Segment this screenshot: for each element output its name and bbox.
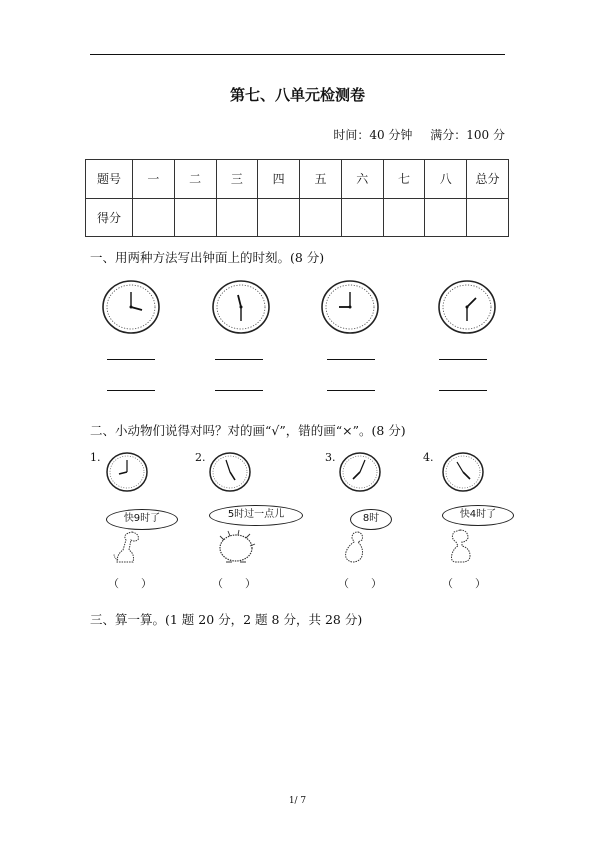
score-cell: 六 [341, 160, 383, 199]
clock-icon [106, 452, 148, 492]
speech-bubble: 5时过一点儿 [209, 505, 303, 526]
answer-parentheses[interactable]: （ ） [108, 577, 152, 590]
answer-blank[interactable] [215, 390, 263, 391]
score-row-label: 得分 [86, 198, 133, 237]
dinosaur-illustration [112, 528, 148, 564]
section2-heading: 二、小动物们说得对吗？对的画“√”，错的画“×”。(8 分) [90, 423, 406, 438]
animal-illustration [340, 530, 374, 564]
section3-heading: 三、算一算。(1 题 20 分，2 题 8 分，共 28 分) [90, 612, 363, 627]
score-input-cell[interactable] [341, 198, 383, 237]
score-input-cell[interactable] [174, 198, 216, 237]
score-cell: 题号 [86, 160, 133, 199]
answer-parentheses[interactable]: （ ） [338, 577, 382, 590]
clock-icon [102, 280, 160, 334]
answer-blank[interactable] [327, 390, 375, 391]
score-cell: 二 [174, 160, 216, 199]
score-table-score-row [86, 198, 509, 237]
answer-parentheses[interactable]: （ ） [442, 577, 486, 590]
exam-info [319, 126, 505, 143]
speech-bubble: 快9时了 [106, 509, 178, 530]
score-input-cell[interactable] [300, 198, 342, 237]
clock-icon [438, 280, 496, 334]
page-number: 1/ 7 [288, 796, 307, 806]
score-input-cell[interactable] [216, 198, 258, 237]
answer-blank[interactable] [107, 359, 155, 360]
score-cell: 八 [425, 160, 467, 199]
animal-illustration [448, 528, 480, 564]
score-table [85, 159, 509, 237]
score-cell: 三 [216, 160, 258, 199]
score-table-header-row [86, 160, 509, 199]
time-limit: 时间：40 分钟 [333, 128, 413, 142]
clock-icon [209, 452, 251, 492]
answer-blank[interactable] [215, 359, 263, 360]
clock-icon [321, 280, 379, 334]
answer-blank[interactable] [439, 359, 487, 360]
section1-heading: 一、用两种方法写出钟面上的时刻。(8 分) [90, 250, 325, 265]
hedgehog-illustration [216, 530, 256, 564]
score-input-cell[interactable] [133, 198, 175, 237]
answer-blank[interactable] [327, 359, 375, 360]
score-input-cell[interactable] [425, 198, 467, 237]
answer-blank[interactable] [439, 390, 487, 391]
score-cell: 一 [133, 160, 175, 199]
answer-parentheses[interactable]: （ ） [212, 577, 256, 590]
score-cell: 总分 [467, 160, 509, 199]
full-score: 满分：100 分 [430, 128, 505, 142]
item-number: 1. [90, 451, 101, 464]
item-number: 3. [325, 451, 336, 464]
item-number: 2. [195, 451, 206, 464]
score-input-cell[interactable] [383, 198, 425, 237]
score-cell: 五 [300, 160, 342, 199]
score-cell: 七 [383, 160, 425, 199]
item-number: 4. [423, 451, 434, 464]
answer-blank[interactable] [107, 390, 155, 391]
clock-icon [212, 280, 270, 334]
score-input-cell[interactable] [467, 198, 509, 237]
clock-icon [339, 452, 381, 492]
score-cell: 四 [258, 160, 300, 199]
page-title: 第七、八单元检测卷 [229, 86, 365, 104]
speech-bubble: 8时 [350, 509, 392, 530]
header-rule [90, 54, 505, 55]
speech-bubble: 快4时了 [442, 505, 514, 526]
clock-icon [442, 452, 484, 492]
score-input-cell[interactable] [258, 198, 300, 237]
